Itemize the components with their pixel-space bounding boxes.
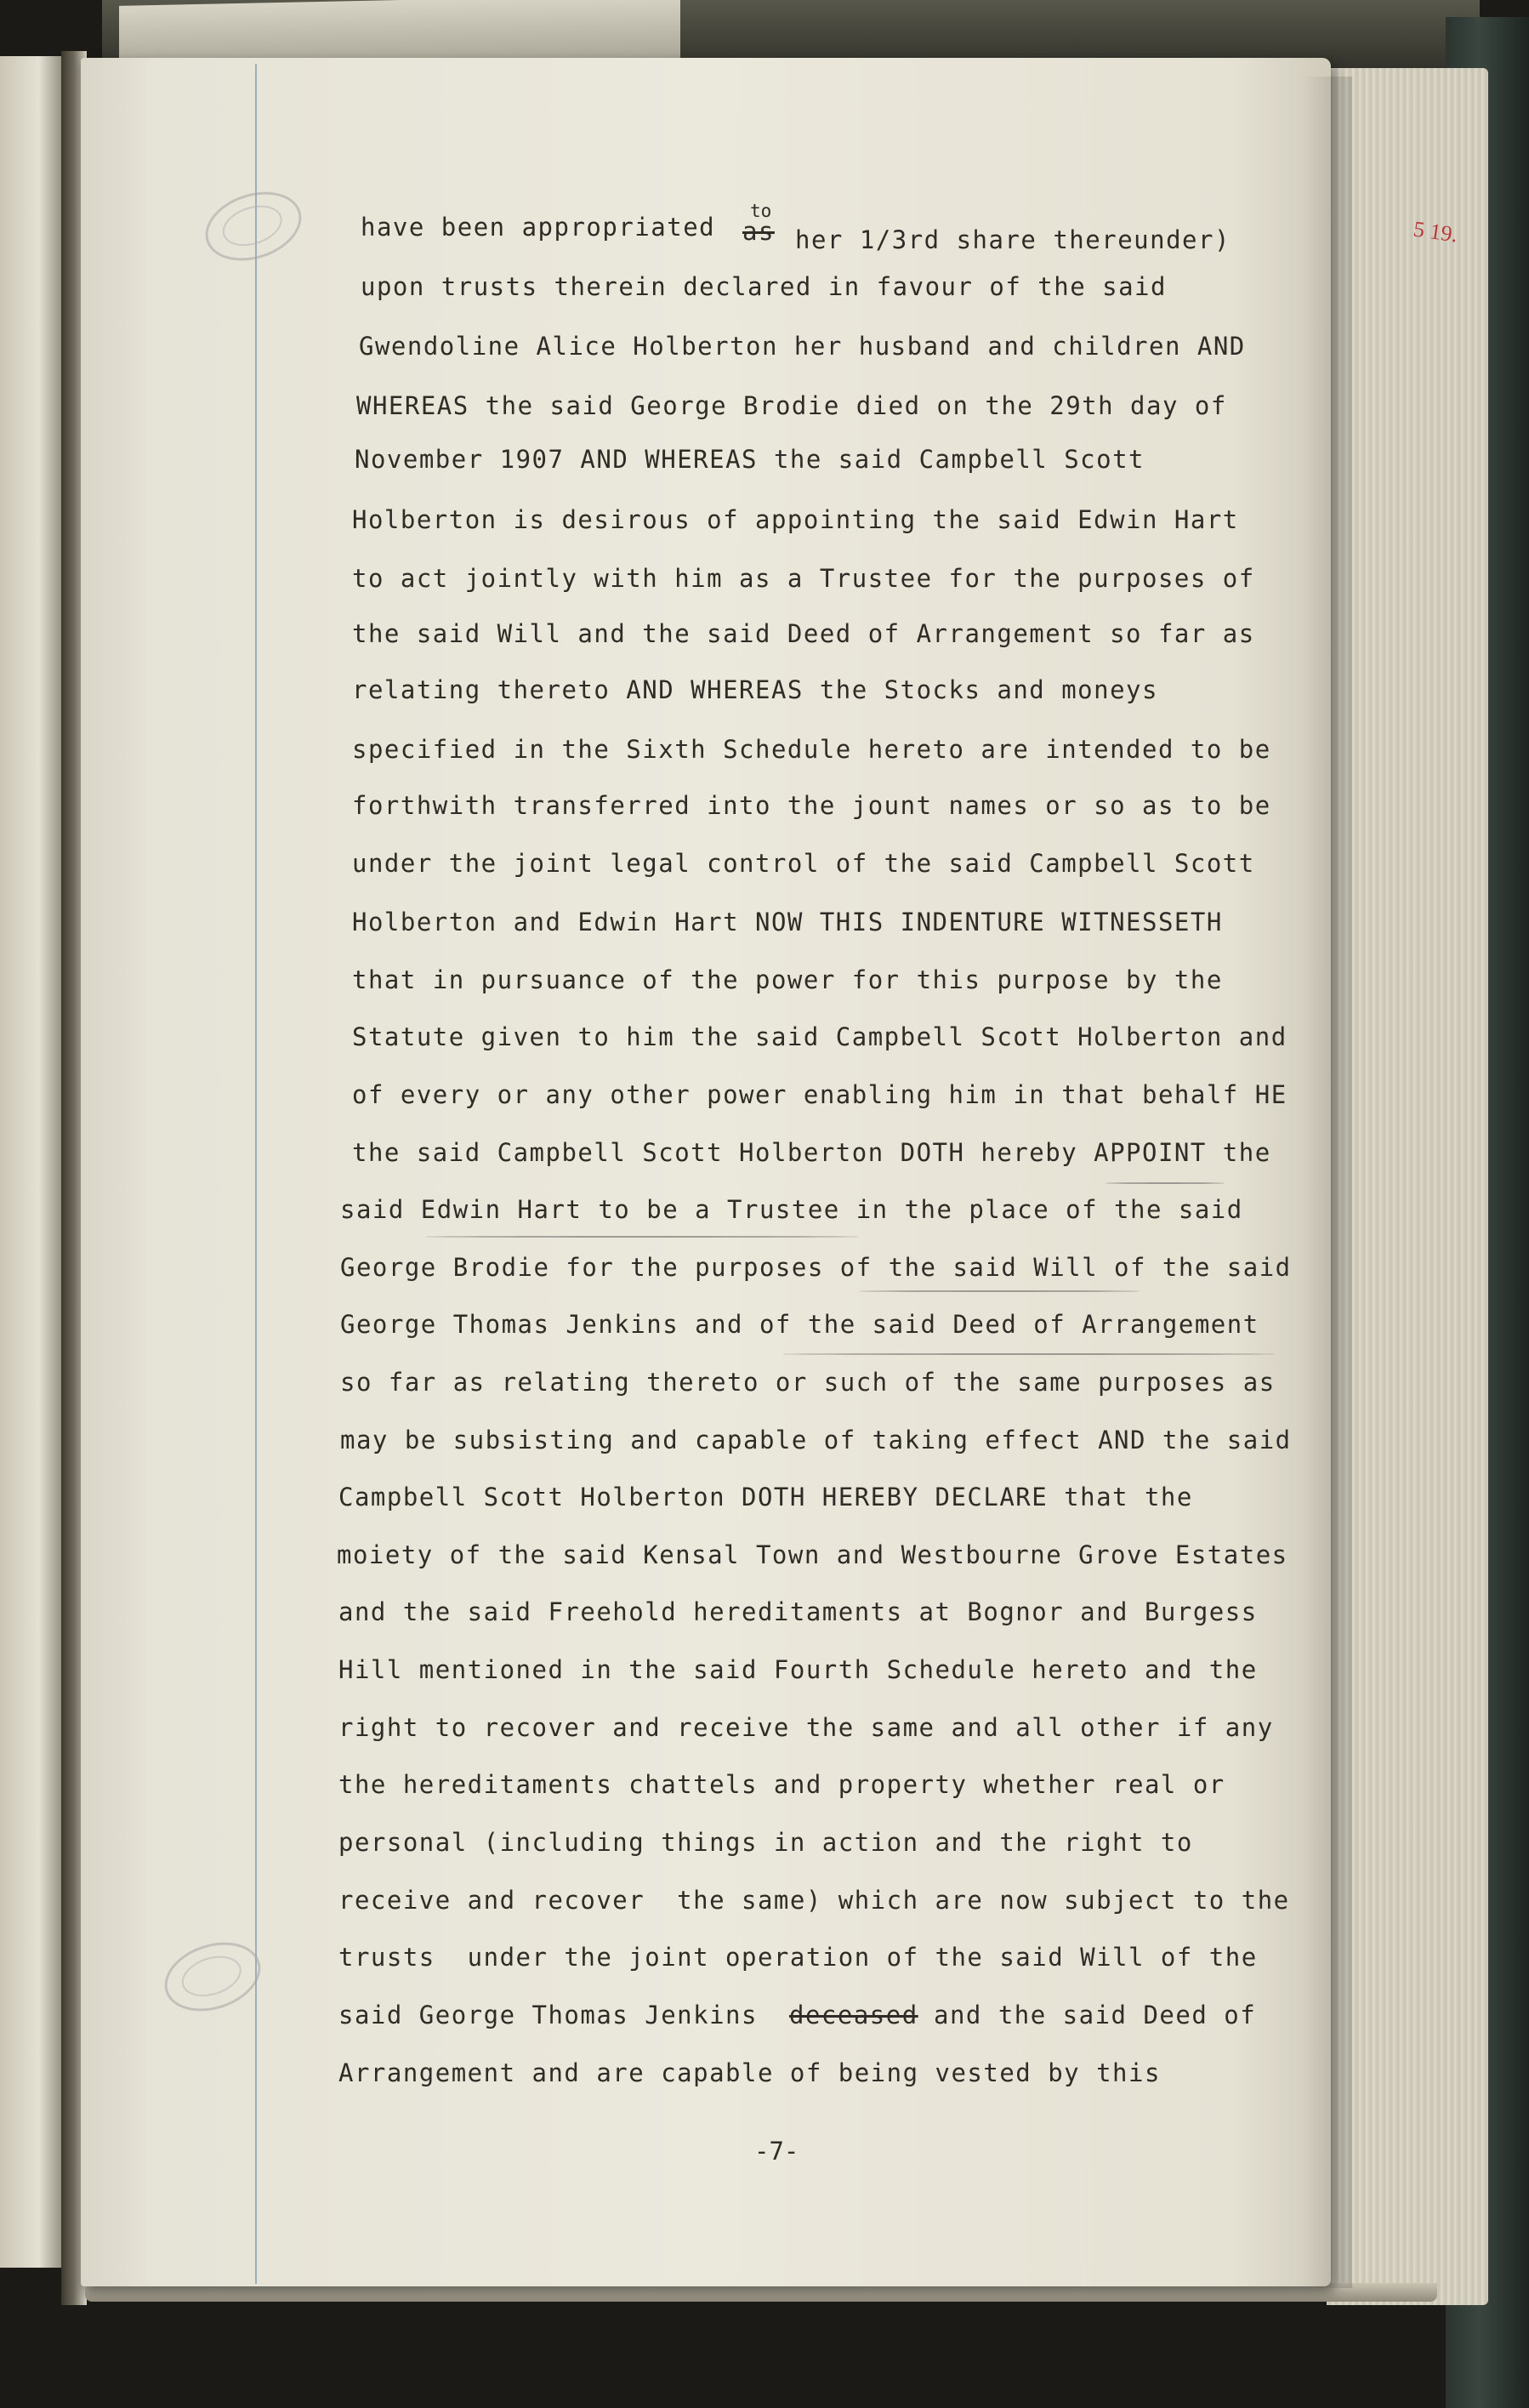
handwritten-insert: to [750,201,772,221]
text-line-24: moiety of the said Kensal Town and Westbourne Grove Estates [337,1540,1288,1569]
text-line-15: Statute given to him the said Campbell Scott Holberton and [352,1022,1287,1051]
struck-word: as [742,217,775,246]
left-page-edge [0,56,65,2268]
text-line-17: the said Campbell Scott Holberton DOTH hereby APPOINT the [352,1138,1271,1167]
text-line-2: upon trusts therein declared in favour of the said [361,272,1167,301]
text-line-18: said Edwin Hart to be a Trustee in the place of the said [340,1195,1243,1224]
text-line-3: Gwendoline Alice Holberton her husband and children AND [359,332,1246,361]
text-line-26: Hill mentioned in the said Fourth Schedule hereto and the [338,1655,1258,1684]
text-line-27: right to recover and receive the same and all other if any [338,1713,1274,1742]
text-line-8: the said Will and the said Deed of Arrangement so far as [352,619,1255,648]
text-line-29: personal (including things in action and the right to [338,1828,1193,1857]
text-line-9: relating thereto AND WHEREAS the Stocks and moneys [352,675,1158,704]
pencil-underline [425,1236,859,1238]
text-line-1a: have been appropriated [361,213,716,242]
text-line-11: forthwith transferred into the jount names or so as to be [352,791,1271,820]
page-number: -7- [754,2137,799,2166]
text-line-32b: and the said Deed of [934,2001,1257,2029]
page-shadow [1301,77,1352,2288]
text-line-21: so far as relating thereto or such of the same purposes as [340,1368,1276,1397]
text-line-28: the hereditaments chattels and property whether real or [338,1770,1225,1799]
text-line-22: may be subsisting and capable of taking effect AND the said [340,1426,1292,1454]
text-line-5: November 1907 AND WHEREAS the said Campbell Scott [355,445,1145,474]
struck-word: deceased [789,2001,918,2029]
text-line-16: of every or any other power enabling him in that behalf HE [352,1080,1287,1109]
pencil-underline [782,1353,1276,1355]
pencil-underline [1106,1182,1225,1184]
text-line-23: Campbell Scott Holberton DOTH HEREBY DECLARE that the [338,1483,1193,1511]
pencil-underline [859,1290,1140,1292]
text-line-12: under the joint legal control of the said Campbell Scott [352,849,1255,878]
text-line-32a: said George Thomas Jenkins [338,2001,758,2029]
text-line-10: specified in the Sixth Schedule hereto are intended to be [352,735,1271,764]
text-line-30: receive and recover the same) which are now subject to the [338,1886,1290,1915]
folio-mark: 5 19. [1412,216,1459,248]
text-line-31: trusts under the joint operation of the said Will of the [338,1943,1258,1972]
text-line-25: and the said Freehold hereditaments at Bognor and Burgess [338,1597,1258,1626]
text-line-7: to act jointly with him as a Trustee for the purposes of [352,564,1255,593]
text-line-6: Holberton is desirous of appointing the said Edwin Hart [352,505,1239,534]
margin-rule [255,64,257,2284]
text-line-33: Arrangement and are capable of being vested by this [338,2058,1161,2087]
text-line-20: George Thomas Jenkins and of the said Deed of Arrangement [340,1310,1259,1339]
text-line-1b: her 1/3rd share thereunder) [795,225,1231,254]
text-line-4: WHEREAS the said George Brodie died on the 29th day of [356,391,1227,420]
text-line-14: that in pursuance of the power for this purpose by the [352,965,1223,994]
text-line-13: Holberton and Edwin Hart NOW THIS INDENTURE WITNESSETH [352,908,1223,936]
text-line-19: George Brodie for the purposes of the said Will of the said [340,1253,1292,1282]
